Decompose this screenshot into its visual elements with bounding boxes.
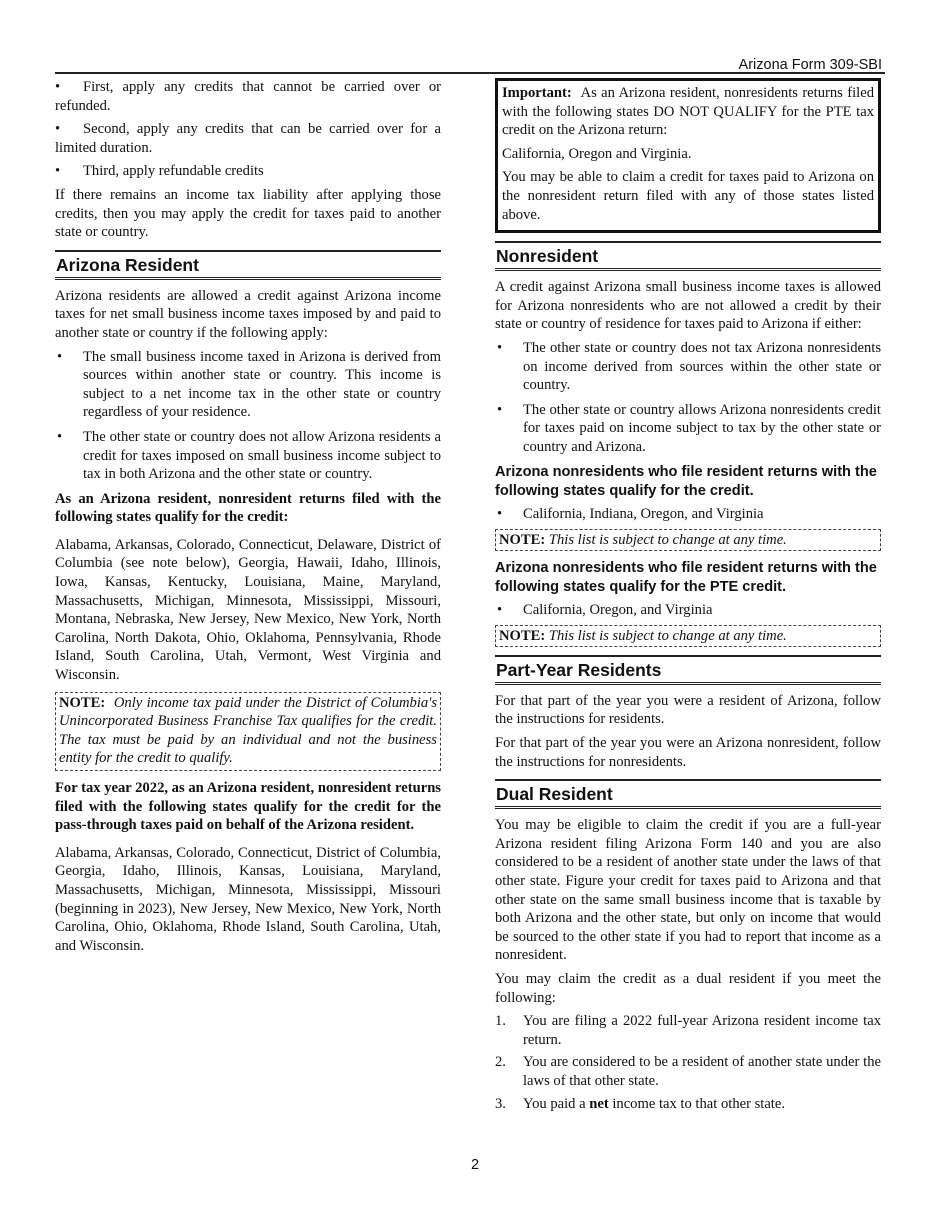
header-rule [55, 72, 885, 74]
note-label: NOTE: [499, 532, 546, 549]
nonresident-note-box [495, 529, 881, 551]
note-label: NOTE: [499, 628, 546, 645]
az-resident-intro: Arizona residents are allowed a credit against Arizona income taxes for net small business income taxes imposed by and paid to another state or country if the following apply: [55, 287, 441, 341]
order-after-text: If there remains an income tax liability after applying those credits, then you may apply the credit for taxes paid to another state or country. [55, 186, 441, 241]
nonresident-pte-note-box [495, 625, 881, 647]
dual-resident-text: You may be eligible to claim the credit if you are a full-year Arizona resident filing Arizona Form 140 and you are also considered to be a resident of another state under the laws of that other state. Figure your credit for taxes paid to Arizona and that other state on the same small business income that is taxable by both Arizona and the other state, but only on income that would be sourced to the other state if you had to report that income as a nonresident. [495, 817, 881, 964]
dc-note-box [55, 692, 441, 771]
note-text: This list is subject to change at any time. [548, 532, 787, 549]
dual-resident-conditions-intro: You may claim the credit as a dual resident if you meet the following: [495, 971, 881, 1006]
nonresident-credit-states: • California, Indiana, Oregon, and Virginia [495, 505, 881, 524]
nonresident-pte-states: • California, Oregon, and Virginia [495, 601, 881, 620]
order-item: • First, apply any credits that cannot be carried over or refunded. [55, 79, 441, 114]
note-label: NOTE: [59, 694, 106, 711]
important-extra: You may be able to claim a credit for taxes paid to Arizona on the nonresident return filed with any of those states listed above. [502, 169, 874, 223]
dual-condition-item: 1. You are filing a 2022 full-year Arizona resident income tax return. [495, 1013, 881, 1048]
section-heading-part-year: Part-Year Residents [495, 655, 881, 685]
az-resident-bullet: • The other state or country does not allow Arizona residents a credit for taxes imposed on small business income subject to tax in both Arizona and the other state or country. [55, 428, 441, 484]
part-year-nonresidents-text: For that part of the year you were an Arizona nonresident, follow the instructions for nonresidents. [495, 735, 881, 770]
nonresident-intro: A credit against Arizona small business income taxes is allowed for Arizona nonresidents who are not allowed a credit by their state or country of residence for taxes paid to Arizona if either: [495, 279, 881, 333]
az-qualify-heading: As an Arizona resident, nonresident returns filed with the following states qualify for the credit: [55, 490, 441, 526]
important-text: Important: As an Arizona resident, nonresidents returns filed with the following states DO NOT QUALIFY for the PTE tax credit on the Arizona return: [502, 85, 874, 139]
pte-heading: For tax year 2022, as an Arizona resident, nonresident returns filed with the following states qualify for the credit for the pass-through taxes paid on behalf of the Arizona resident. [55, 780, 441, 834]
nonresident-pte-heading: Arizona nonresidents who file resident returns with the following states qualify for the PTE credit. [495, 559, 877, 595]
right-column [495, 78, 881, 1117]
order-item: • Third, apply refundable credits [55, 163, 264, 180]
dual-condition-item: 3. You paid a net income tax to that other state. [495, 1095, 785, 1112]
note-text: Only income tax paid under the District of Columbia's Unincorporated Business Franchise Tax qualifies for the credit. The tax must be paid by an individual and not the business entity for the credit to qualify. [59, 694, 438, 767]
note-text: This list is subject to change at any time. [548, 628, 787, 645]
part-year-residents-text: For that part of the year you were a resident of Arizona, follow the instructions for residents. [495, 692, 881, 728]
nonresident-bullet: • The other state or country does not tax Arizona nonresidents on income derived from sources within the other state or country. [495, 339, 881, 395]
form-title: Arizona Form 309-SBI [738, 57, 882, 73]
pte-states: Alabama, Arkansas, Colorado, Connecticut, District of Columbia, Georgia, Idaho, Illinois, Kansas, Louisiana, Maryland, Massachusetts, Michigan, Minnesota, Mississippi, Missouri (beginning in 2023), New Jersey, New Mexico, New York, North Carolina, Ohio, Oklahoma, Rhode Island, South Carolina, Utah, and Wisconsin. [55, 844, 441, 954]
important-box [495, 78, 881, 233]
az-resident-bullet: • The small business income taxed in Arizona is derived from sources within another state or country. This income is subject to a net income tax in the other state or country regardless of your residence. [55, 348, 441, 422]
dual-condition-item: 2. You are considered to be a resident of another state under the laws of that other state. [495, 1054, 881, 1089]
nonresident-credit-heading: Arizona nonresidents who file resident returns with the following states qualify for the credit. [495, 463, 877, 499]
important-states: California, Oregon and Virginia. [502, 145, 692, 162]
left-column [55, 78, 441, 960]
order-item: • Second, apply any credits that can be carried over for a limited duration. [55, 121, 441, 156]
section-heading-nonresident: Nonresident [495, 241, 881, 271]
important-label: Important: [502, 85, 572, 101]
nonresident-bullet: • The other state or country allows Arizona nonresidents credit for taxes paid on income subject to tax by the other state or country and Arizona. [495, 401, 881, 457]
section-heading-dual-resident: Dual Resident [495, 779, 881, 809]
page-number: 2 [470, 1157, 480, 1173]
az-qualify-states: Alabama, Arkansas, Colorado, Connecticut, Delaware, District of Columbia (see note below), Georgia, Hawaii, Idaho, Illinois, Iowa, Kansas, Kentucky, Louisiana, Maine, Maryland, Massachusetts, Michigan, Minnesota, Mississippi, Missouri, Montana, Nebraska, New Jersey, New Mexico, New York, North Carolina, North Dakota, Ohio, Oklahoma, Pennsylvania, Rhode Island, South Carolina, Utah, Vermont, West Virginia and Wisconsin. [55, 536, 441, 684]
section-heading-arizona-resident: Arizona Resident [55, 250, 441, 280]
